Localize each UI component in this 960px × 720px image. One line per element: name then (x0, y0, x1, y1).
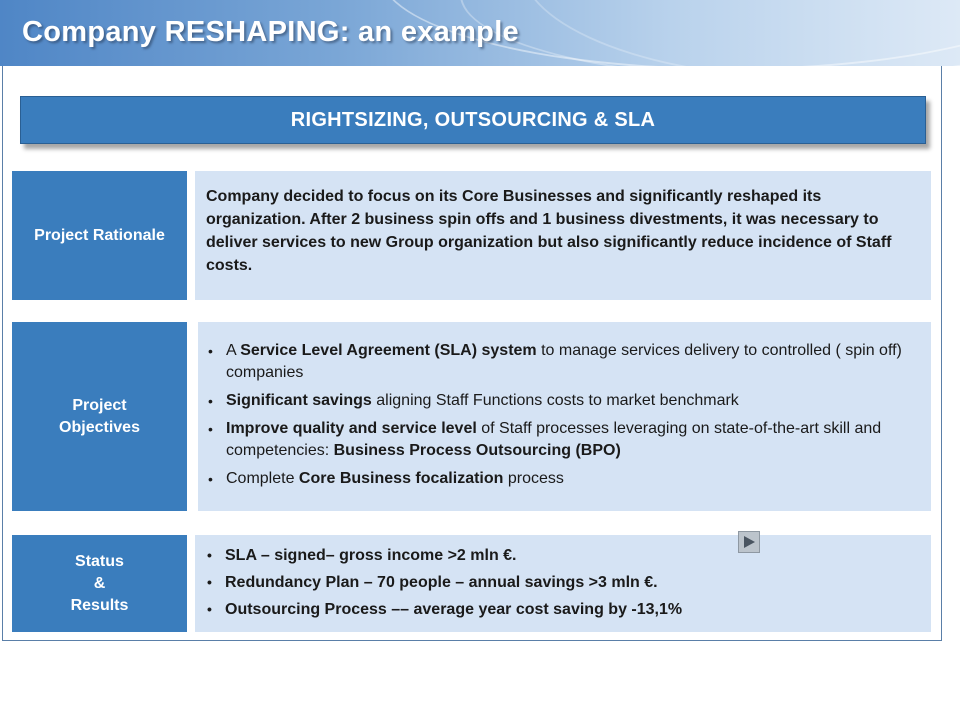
status-list (205, 544, 921, 621)
list-item (206, 468, 921, 490)
objectives-label-text: Project Objectives (59, 396, 140, 436)
item-text: process (503, 470, 564, 487)
list-item (206, 390, 921, 412)
status-label-line: & (93, 574, 106, 592)
objectives-label (12, 322, 187, 511)
status-body (195, 535, 931, 632)
page-title: Company RESHAPING: an example (22, 16, 519, 48)
rationale-body (195, 171, 931, 300)
rationale-label (12, 171, 187, 300)
item-highlight: Core Business focalization (298, 470, 504, 487)
item-text: aligning Staff Functions costs to market benchmark (371, 392, 739, 409)
item-highlight: Significant savings (226, 392, 372, 409)
list-item (206, 340, 921, 384)
list-item: • Outsourcing Process –– average year cost saving by -13,1% (205, 598, 921, 621)
item-text: to manage services delivery to controlled ( spin off) companies (226, 342, 902, 381)
item-text: of Staff processes leveraging on state-of-the-art skill and competencies: (226, 420, 882, 459)
play-forward-icon (742, 535, 756, 549)
rationale-label-text: Project Rationale (34, 226, 165, 244)
item-text: A (226, 342, 241, 359)
play-forward-button[interactable] (738, 531, 760, 553)
item-highlight: Improve quality and service level (226, 420, 477, 437)
item-highlight: Business Process Outsourcing (BPO) (333, 442, 621, 459)
list-item (206, 418, 921, 462)
objectives-list (206, 340, 921, 490)
status-label-text (71, 551, 129, 617)
objectives-body (198, 322, 931, 511)
list-item: • SLA – signed– gross income >2 mln €. (205, 544, 921, 567)
status-label (12, 535, 187, 632)
list-item: • Redundancy Plan – 70 people – annual savings >3 mln €. (205, 571, 921, 594)
item-highlight: Service Level Agreement (SLA) system (240, 342, 537, 359)
status-label-line: Status (75, 552, 124, 570)
rationale-text: Company decided to focus on its Core Businesses and significantly reshaped its organization. After 2 business spin offs and 1 business divestments, it was necessary to deliver services to new Group organization but also significantly reduce incidence of Staff costs. (206, 188, 892, 274)
section-banner: RIGHTSIZING, OUTSOURCING & SLA (20, 96, 926, 144)
status-label-line: Results (70, 596, 129, 614)
header-band (0, 0, 960, 66)
item-text: Complete (226, 470, 299, 487)
